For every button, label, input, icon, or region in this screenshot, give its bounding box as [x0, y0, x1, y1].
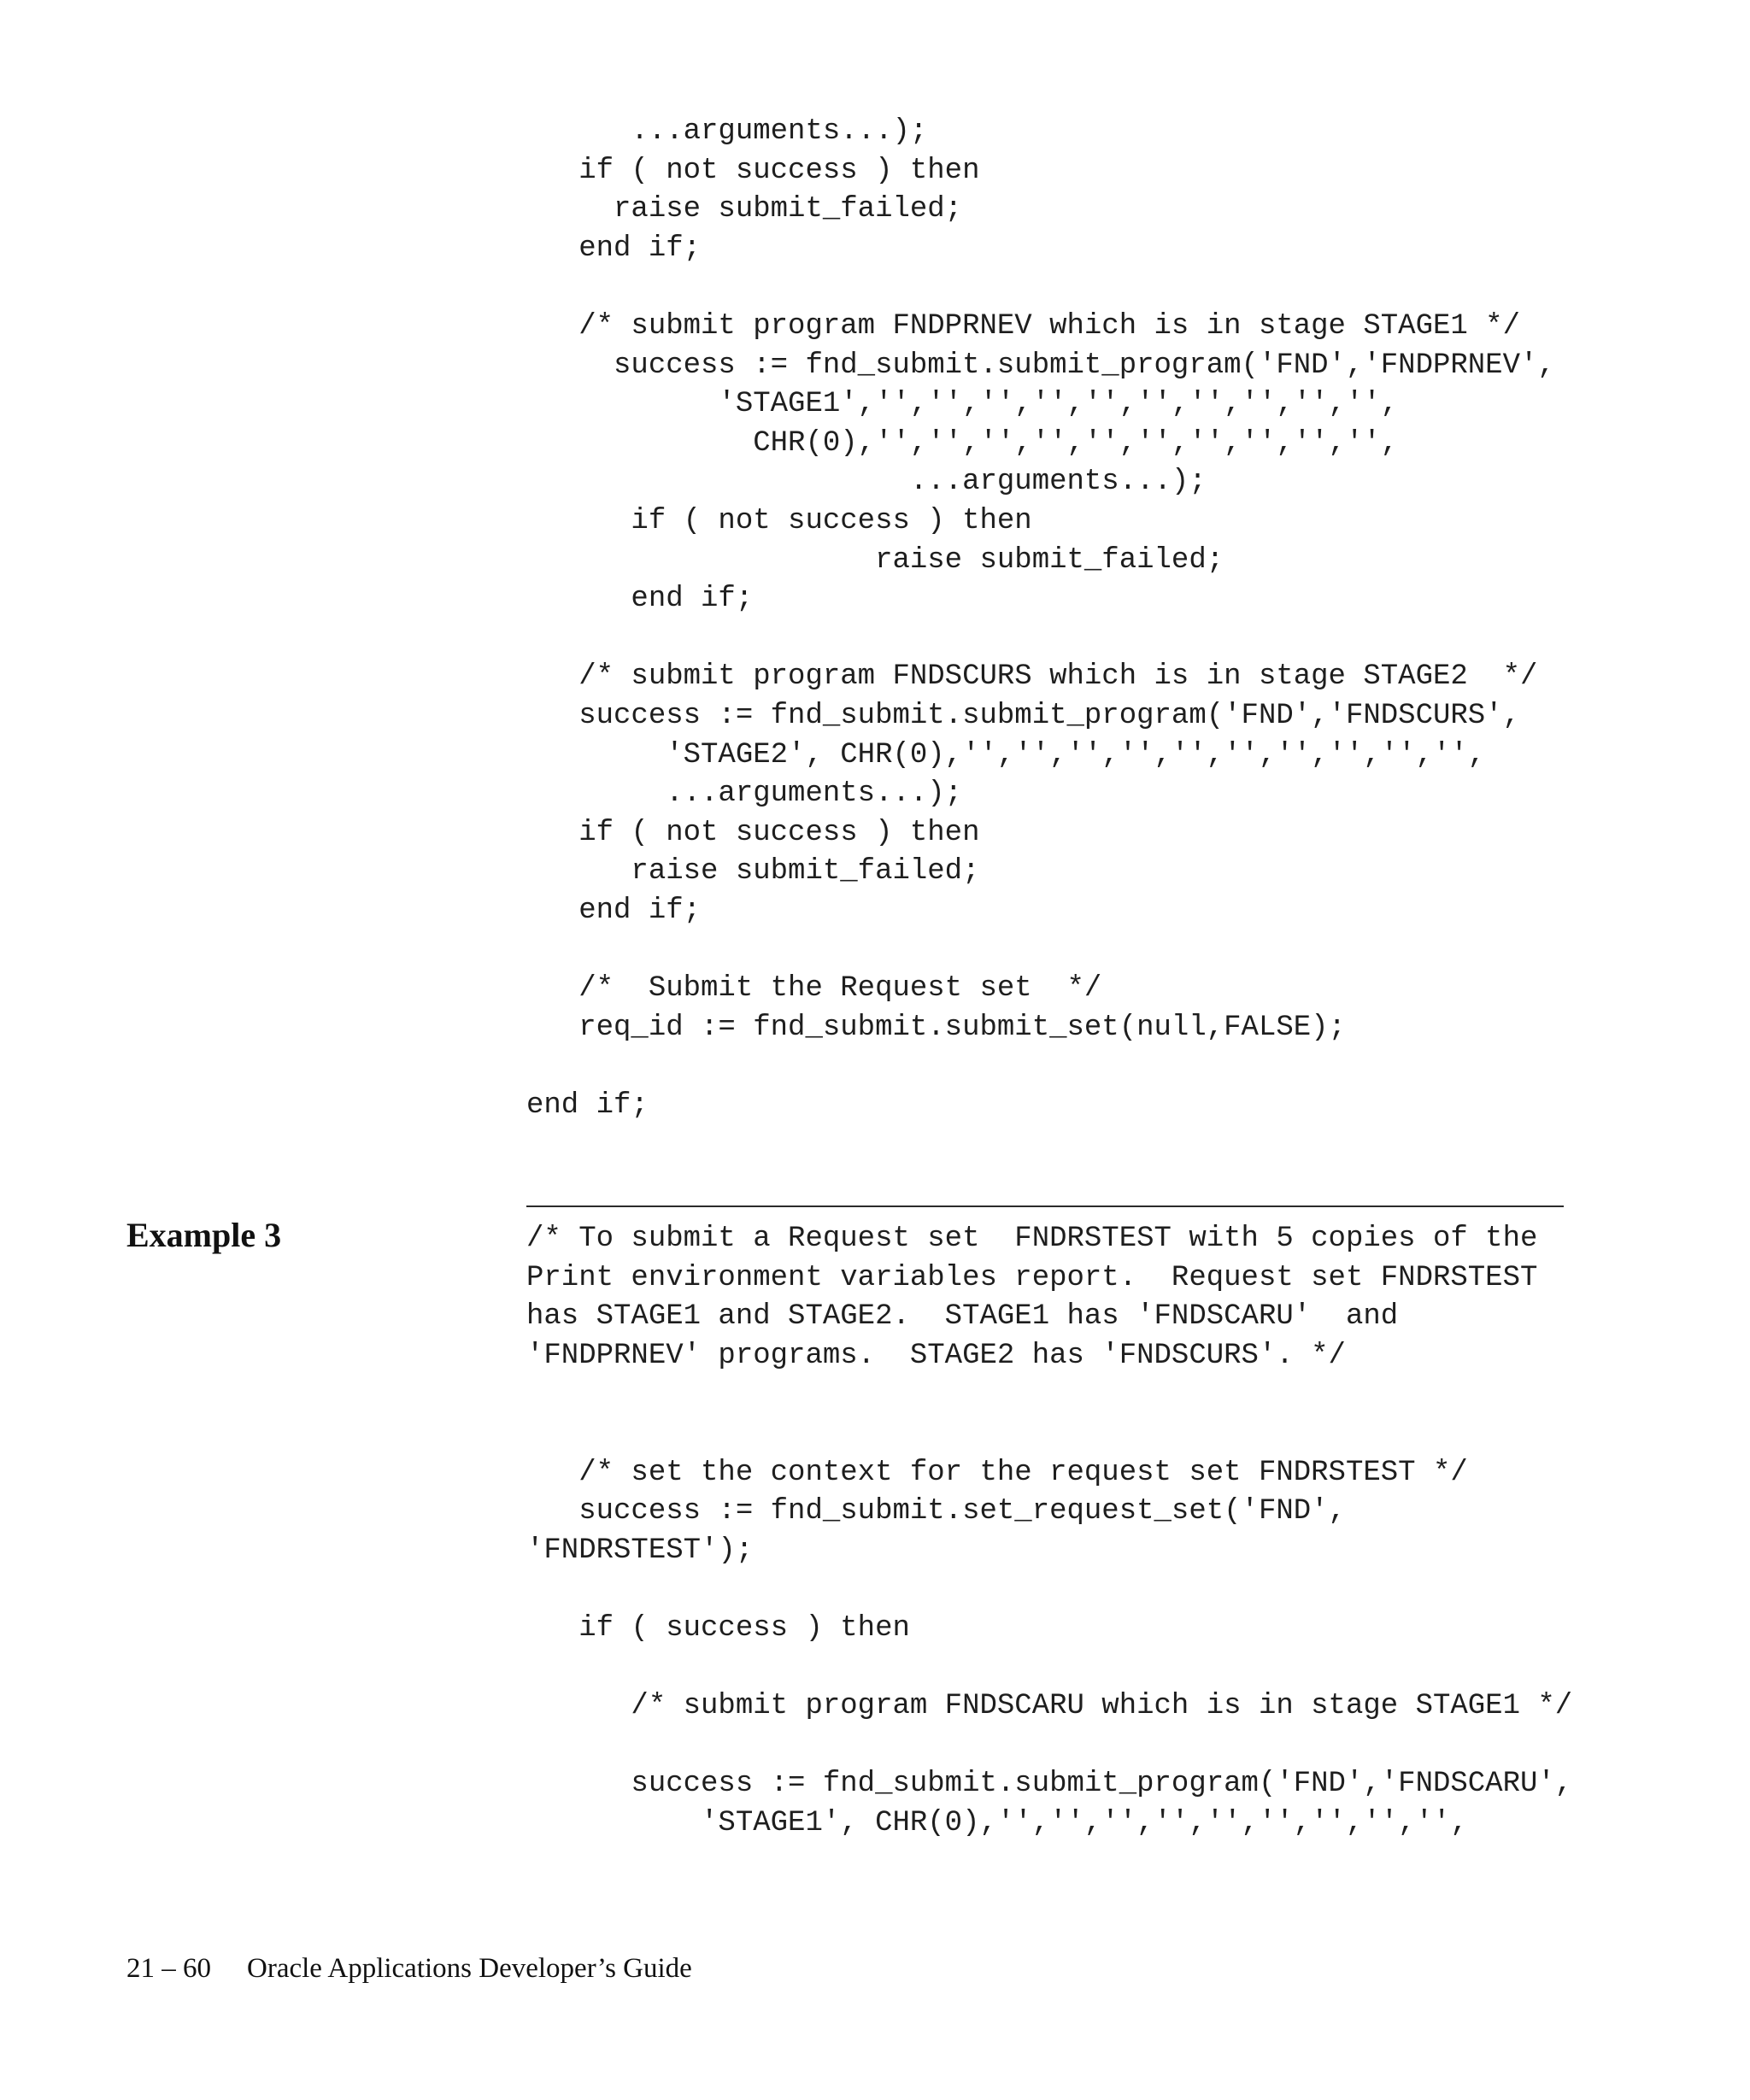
example-heading: Example 3 [126, 1216, 282, 1254]
code-listing-continued: ...arguments...); if ( not success ) then raise submit_failed; end if; /* submit program FNDPRNEV which is in stage STAGE1 */ success := fnd_submit.submit_program('FND','FNDPRNEV', 'STAGE1','','','','','','','','','','', CHR(0),'','','','','','','','','','', ...arguments...); if ( not success ) then raise submit_failed; end if; /* submit program FNDSCURS which is in stage STAGE2 */ success := fnd_submit.submit_program('FND','FNDSCURS', 'STAGE2', CHR(0),'','','','','','','','','','', ...arguments...); if ( not success ) then raise submit_failed; end if; /* Submit the Request set */ req_id := fnd_submit.submit_set(null,FALSE); end if; [526, 115, 1555, 1122]
section-divider [526, 1205, 1564, 1207]
page-footer [126, 1953, 692, 1985]
page-number: 21 – 60 [126, 1953, 211, 1984]
book-title: Oracle Applications Developer’s Guide [247, 1953, 692, 1984]
example3-code-listing: /* To submit a Request set FNDRSTEST with 5 copies of the Print environment variables report. Request set FNDRSTEST has STAGE1 and STAGE2. STAGE1 has 'FNDSCARU' and 'FNDPRNEV' programs. STAGE2 has 'FNDSCURS'. */ /* set the context for the request set FNDRSTEST */ success := fnd_submit.set_request_set('FND', 'FNDRSTEST'); if ( success ) then /* submit program FNDSCARU which is in stage STAGE1 */ success := fnd_submit.submit_program('FND','FNDSCARU', 'STAGE1', CHR(0),'','','','','','','','','', [526, 1223, 1573, 1839]
